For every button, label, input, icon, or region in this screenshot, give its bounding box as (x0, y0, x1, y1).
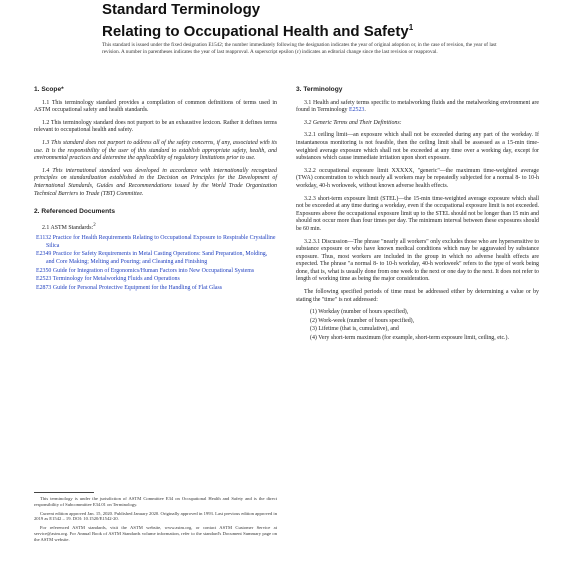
definition-short-term-exposure-limit: 3.2.3 short-term exposure limit (STEL)—the 15-min time-weighted average exposure which shall not be exceeded at any time during a workday, even if the occupational exposure limit is not exceeded. Exposures above the occupational exposure limit up to the STEL should not be longer than 15 min and should not occur more than four times per day. The minimum interval between these exposures should be 60 min. (296, 195, 539, 232)
astm-standards-label (42, 222, 277, 233)
left-column (34, 86, 277, 293)
list-item: (3) Lifetime (that is, cumulative), and (310, 326, 399, 333)
footnote-marker-2: 2 (93, 222, 96, 228)
terminology-3-1-text: 3.1 Health and safety terms specific to metalworking fluids and the metalworking environment are found in Terminology (296, 99, 539, 114)
list-item[interactable] (34, 285, 277, 293)
astm-standards-text: 2.1 ASTM Standards: (42, 224, 94, 231)
scope-paragraph: 1.2 This terminology standard does not purport to be an exhaustive lexicon. Rather it defines terms relevant to occupational health and safety. (34, 119, 277, 134)
title-footnote-marker: 1 (408, 23, 414, 32)
reference-title-link[interactable]: Terminology for Metalworking Fluids and Operations (52, 276, 180, 283)
definition-ceiling-limit: 3.2.1 ceiling limit—an exposure which shall not be exceeded during any part of the workday. If instantaneous monitoring is not feasible, then the ceiling limit shall be assessed as a 15-min time-weighted average exposure which shall not be exceeded at any time over a working day, except for substances which cause immediate irritation upon short exposure. (296, 132, 539, 162)
list-item[interactable] (34, 251, 277, 266)
referenced-documents-heading: 2. Referenced Documents (34, 208, 115, 216)
generic-terms-heading: 3.2 Generic Terms and Their Definitions: (304, 119, 402, 126)
reference-number-link[interactable]: E1132 (36, 235, 52, 242)
list-item: (2) Work-week (number of hours specified), (310, 317, 415, 324)
document-title (102, 19, 532, 41)
terminology-heading: 3. Terminology (296, 86, 343, 93)
list-item[interactable] (34, 235, 277, 250)
footnote-divider (34, 492, 94, 493)
list-item: (4) Very short-term maximum (for example, short-term exposure limit, ceiling, etc.). (310, 335, 509, 342)
list-item[interactable] (34, 276, 277, 284)
footnote-1: This terminology is under the jurisdiction of ASTM Committee E34 on Occupational Health and Safety and is the direct responsibility of Subcommittee E34.01 on Terminology. (34, 496, 277, 507)
reference-title-link[interactable]: Guide for Integration of Ergonomics/Human Factors into New Occupational Systems (52, 267, 255, 274)
title-block (102, 1, 532, 41)
title-line-2: Relating to Occupational Health and Safety (102, 23, 409, 40)
footnote-1-edition: Current edition approved Jan. 15, 2020. Published January 2020. Originally approved in 1993. Last previous edition approved in 2019 as E1542 – 19. DOI: 10.1520/E1542-20. (34, 510, 277, 522)
reference-list (34, 235, 277, 292)
footnote-2: For referenced ASTM standards, visit the ASTM website, www.astm.org, or contact ASTM Customer Service at service@astm.org. For Annual Book of ASTM Standards volume information, refer to the standard's Document Summary page on the ASTM website. (34, 525, 277, 542)
reference-title-link[interactable]: Guide for Personal Protective Equipment for the Handling of Flat Glass (52, 284, 223, 291)
terminology-reference-link[interactable]: E2523 (349, 107, 365, 114)
time-periods-list (296, 309, 539, 342)
list-item[interactable] (34, 268, 277, 276)
designation-note: This standard is issued under the fixed designation E1542; the number immediately following the designation indicates the year of original adoption or, in the case of revision, the year of last revision. A number in parentheses indicates the year of last reapproval. A superscript epsilon (ε) indicates an editorial change since the last revision or reapproval. (102, 42, 497, 55)
reference-title-link[interactable]: Practice for Safety Requirements in Metal Casting Operations: Sand Preparation, Molding, and Core Making; Melting and Pouring; and Cleaning and Finishing (46, 251, 268, 266)
list-item: (1) Workday (number of hours specified), (310, 309, 409, 316)
reference-number-link[interactable]: E2523 (36, 276, 52, 283)
reference-number-link[interactable]: E2349 (36, 251, 52, 258)
terminology-paragraph-3-1: 3.1 Health and safety terms specific to metalworking fluids and the metalworking environment are found in Terminology E2523. (296, 99, 539, 114)
reference-number-link[interactable]: E2873 (36, 284, 52, 291)
footnotes (34, 496, 277, 546)
scope-paragraph: 1.3 This standard does not purport to address all of the safety concerns, if any, associated with its use. It is the responsibility of the user of this standard to establish appropriate safety, health, and environmental practices and determine the applicability of regulatory limitations prior to use. (34, 139, 277, 162)
scope-paragraph: 1.1 This terminology standard provides a compilation of common definitions of terms used in ASTM occupational safety and health standards. (34, 99, 277, 114)
scope-heading: 1. Scope* (34, 86, 64, 93)
right-column (296, 86, 539, 346)
title-line-1: Standard Terminology (102, 1, 261, 18)
scope-paragraph: 1.4 This international standard was developed in accordance with internationally recognized principles on standardization established in the Decision on Principles for the Development of International Standards, Guides and Recommendations issued by the World Trade Organization Technical Barriers to Trade (TBT) Committee. (34, 167, 277, 197)
definition-occupational-exposure-limit: 3.2.2 occupational exposure limit XXXXX, "generic"—the maximum time-weighted average (TWA) concentration to which nearly all workers may be repeatedly subjected for a normal 8- to 10-h workday, 40-h workweek, without known adverse health effects. (296, 167, 539, 189)
time-periods-intro: The following specified periods of time must be addressed either by determining a value or by stating the "time" is not addressed: (296, 289, 539, 303)
reference-title-link[interactable]: Practice for Health Requirements Relating to Occupational Exposure to Respirable Crystalline Silica (46, 235, 276, 249)
reference-number-link[interactable]: E2350 (36, 267, 52, 274)
discussion-paragraph: 3.2.3.1 Discussion—The phrase "nearly all workers" only excludes those who are hypersensitive to substance exposure or who have known medical conditions which may be aggravated by substance exposure. Thus, most workers are included in the group in which no adverse health effects are expected. The phrase "a normal 8- to 10-h workday, 40-h workweek" refers to the type of work being done, that is, what is usually done from one week to the next or one day to the next. It does not refer to length of working time as being the major consideration. (296, 238, 539, 283)
